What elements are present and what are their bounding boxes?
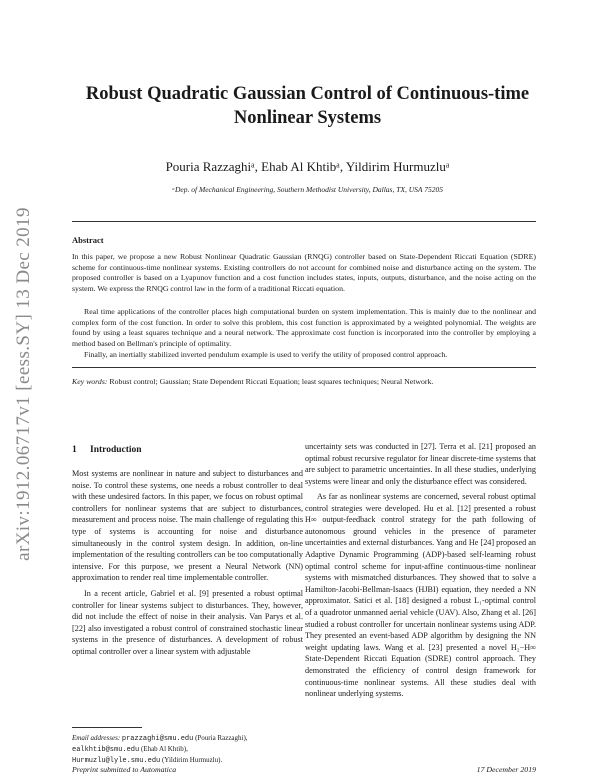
footer-preprint-note: Preprint submitted to Automatica bbox=[72, 765, 177, 774]
email-name-1: (Pouria Razzaghi), bbox=[195, 734, 248, 742]
email-footnote bbox=[72, 733, 303, 766]
abstract-paragraph-2: Real time applications of the controller places high computational burden on system implementation. This is mainly due to the nonlinear and complex form of the cost function. In order to solve this problem, this cost function is approximated by a weighted polynomial. The weights are found by using a least squares technique and a neural network. The approximate cost function is incorporated into the controller by employing a method based on Bellman's principle of optimality. bbox=[72, 307, 536, 348]
authors: Pouria Razzaghiᵃ, Ehab Al Khtibᵃ, Yildirim Hurmuzluᵃ bbox=[165, 159, 450, 174]
footer-date: 17 December 2019 bbox=[476, 765, 536, 774]
section-number: 1 bbox=[72, 445, 77, 455]
abstract-top-rule bbox=[72, 221, 536, 222]
keywords bbox=[72, 377, 536, 386]
keywords-top-rule bbox=[72, 367, 536, 368]
email-name-2: (Ehab Al Khtib), bbox=[140, 745, 188, 753]
footnote-rule bbox=[72, 727, 142, 728]
right-column-paragraph-1: uncertainty sets was conducted in [27]. Terra et al. [21] proposed an optimal robust recursive regulator for linear discrete-time systems that are subject to parametric uncertainties. In all these studies, underlying systems were linear and only the disturbance effect was considered. bbox=[305, 442, 536, 486]
abstract-heading: Abstract bbox=[72, 235, 104, 245]
abstract-paragraph-3: Finally, an inertially stabilized inverted pendulum example is used to verify the utility of proposed control approach. bbox=[84, 350, 448, 359]
section-title: Introduction bbox=[90, 445, 142, 455]
abstract-paragraph-1: In this paper, we propose a new Robust Nonlinear Quadratic Gaussian (RNQG) controller based on State-Dependent Riccati Equation (SDRE) scheme for continuous-time nonlinear systems. Existing controllers do not account for combined noise and disturbance acting on the system. The proposed controller is based on a Lyapunov function and a cost function includes states, inputs, outputs, disturbance, and the noise acting on the system. We express the RNQG control law in the form of a traditional Riccati equation. bbox=[72, 252, 536, 293]
email-link-1[interactable]: prazzaghi@smu.edu bbox=[121, 735, 194, 743]
arxiv-stamp-text: arXiv:1912.06717v1 [eess.SY] 13 Dec 2019 bbox=[13, 207, 35, 561]
left-column-paragraph-2: In a recent article, Gabriel et al. [9] presented a robust optimal controller for linear systems subject to disturbances. They, however, did not include the effect of noise in their analysis. Van Parys et al. [22] also investigated a robust control of constrained stochastic linear systems in the presence of disturbances. A development of robust optimal controller over a linear system with adjustable bbox=[72, 589, 303, 656]
email-name-3: (Yildirim Hurmuzlu). bbox=[161, 756, 223, 764]
keywords-label: Key words: bbox=[72, 377, 108, 386]
left-column-paragraph-1: Most systems are nonlinear in nature and subject to disturbances and noise. To control these systems, one needs a robust controller to deal with these undesired factors. In this paper, we focus on robust optimal controllers for nonlinear systems that are subject to disturbances, measurement and process noise. The main challenge of regulating this type of systems is accounting for noise and disturbance simultaneously in the control system design. In addition, on-line implementation of the resulting controllers can be too computationally intensive. For this purpose, we present a Neural Network (NN) approximation to render real time implementable controller. bbox=[72, 469, 304, 583]
title-line-1: Robust Quadratic Gaussian Control of Continuous-time bbox=[85, 84, 530, 104]
paper-title bbox=[55, 82, 560, 130]
section-heading bbox=[72, 445, 142, 455]
email-link-2[interactable]: ealkhtib@smu.edu bbox=[72, 746, 140, 754]
affiliation: ᵃDep. of Mechanical Engineering, Southern Methodist University, Dallas, TX, USA 75205 bbox=[172, 185, 443, 194]
email-link-3[interactable]: Hurmuzlu@lyle.smu.edu bbox=[72, 757, 161, 765]
title-line-2: Nonlinear Systems bbox=[233, 108, 382, 128]
footnote-label: Email addresses: bbox=[72, 734, 121, 742]
keywords-text: Robust control; Gaussian; State Dependent Riccati Equation; least squares techniques; Neural Network. bbox=[109, 377, 434, 386]
arxiv-stamp bbox=[4, 198, 44, 570]
right-column-paragraph-2: As far as nonlinear systems are concerned, several robust optimal control strategies were developed. Hu et al. [12] presented a robust H∞ output-feedback control strategy for the path following of autonomous ground vehicles in the presence of parameter uncertainties and external disturbances. Yang and He [24] proposed an Adaptive Dynamic Programming (ADP)-based self-learning robust optimal control scheme for input-affine continuous-time nonlinear systems with mismatched disturbances. They showed that to solve a Hamilton-Jacobi-Bellman-Isaacs (HJBI) equation, they needed a NN approximator. Satici et al. [18] designed a robust L₁-optimal control of a quadrotor unmanned aerial vehicle (UAV). Also, Zhang et al. [26] studied a robust controller for uncertain nonlinear systems using ADP. They presented an event-based ADP algorithm by designing the NN weight updating laws. Wang et al. [23] presented a novel H₂−H∞ State-Dependent Riccati Equation (SDRE) control approach. They demonstrated the efficiency of control design framework for continuous-time nonlinear systems. All these studies deal with nonlinear underlying systems. bbox=[305, 492, 536, 699]
